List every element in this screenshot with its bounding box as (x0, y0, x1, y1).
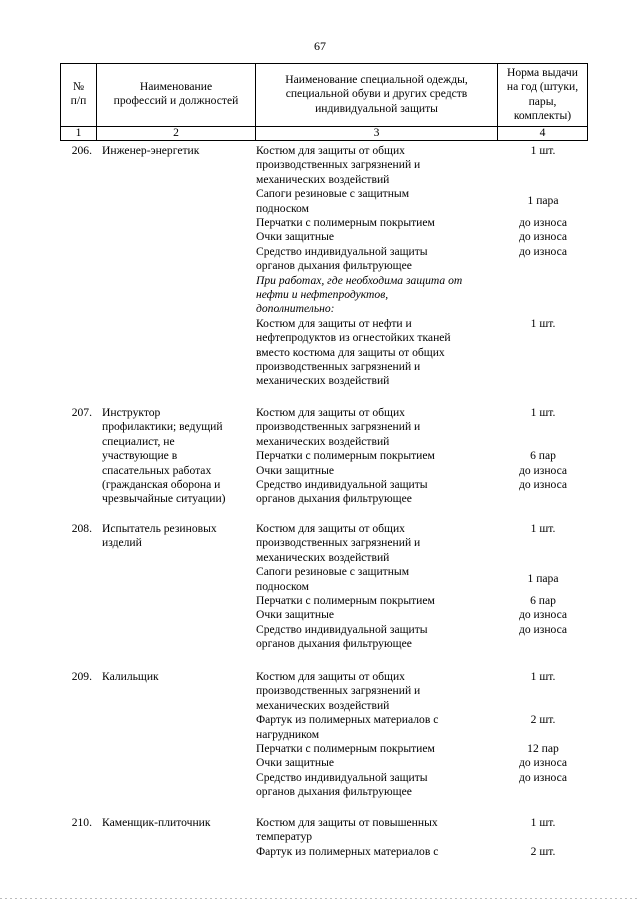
equipment-line: При работах, где необходима защита от (256, 273, 463, 287)
header-number-1: 1 (75, 126, 82, 139)
equipment-line: нефти и нефтепродуктов, (256, 288, 389, 301)
norm-value: 1 пара (527, 572, 559, 586)
profession-line: Каменщик-плиточник (102, 816, 211, 829)
norm-value: 2 шт. (530, 844, 556, 858)
equipment-line: Фартук из полимерных материалов с (256, 844, 439, 858)
equipment-line: производственных загрязнений и (256, 536, 421, 550)
row-number: 206. (71, 144, 92, 157)
equipment-line: производственных загрязнений и (256, 360, 421, 373)
norm-value: 6 пар (530, 594, 556, 607)
equipment-line: нефтепродуктов из огнестойких тканей (256, 331, 451, 345)
equipment-line: Костюм для защиты от общих (256, 670, 405, 683)
norm-value: 1 пара (527, 194, 559, 208)
equipment-line: производственных загрязнений и (256, 420, 421, 434)
equipment-line: Костюм для защиты от общих (256, 522, 405, 535)
norm-value: 1 шт. (530, 816, 556, 829)
profession-line: чрезвычайные ситуации) (102, 492, 226, 506)
profession-line: участвующие в (102, 449, 178, 463)
norm-value: до износа (518, 770, 568, 784)
equipment-line: механических воздействий (256, 434, 390, 448)
header-col-equipment: Наименование специальной одежды, специальной обуви и других средств индивидуальной защиты (285, 73, 468, 115)
row-number: 208. (71, 522, 92, 535)
profession-line: Испытатель резиновых (102, 522, 217, 535)
page-number: 67 (314, 39, 326, 53)
table-border-right (587, 63, 588, 141)
norm-value: до износа (518, 230, 568, 244)
norm-value: до износа (518, 216, 568, 229)
equipment-line: механических воздействий (256, 550, 390, 564)
header-number-4: 4 (539, 126, 546, 139)
equipment-line: Перчатки с полимерным покрытием (256, 594, 435, 607)
header-number-3: 3 (373, 126, 380, 139)
header-col-number: № п/п (70, 80, 87, 108)
norm-value: 1 шт. (530, 406, 556, 419)
equipment-line: Средство индивидуальной защиты (256, 770, 428, 784)
equipment-line: Очки защитные (256, 608, 335, 622)
equipment-line: производственных загрязнений и (256, 158, 421, 172)
norm-value: 6 пар (530, 449, 556, 463)
equipment-line: Костюм для защиты от повышенных (256, 816, 438, 829)
norm-value: до износа (518, 756, 568, 770)
equipment-line: органов дыхания фильтрующее (256, 492, 412, 506)
equipment-line: Костюм для защиты от нефти и (256, 316, 412, 330)
equipment-line: Очки защитные (256, 756, 335, 770)
equipment-line: Очки защитные (256, 230, 335, 244)
norm-value: 12 пар (527, 742, 559, 755)
equipment-line: Фартук из полимерных материалов с (256, 713, 439, 727)
equipment-line: производственных загрязнений и (256, 684, 421, 698)
row-number: 210. (71, 816, 92, 829)
norm-value: до износа (518, 478, 568, 491)
scan-edge (0, 898, 640, 899)
equipment-line: нагрудником (256, 727, 320, 741)
equipment-line: органов дыхания фильтрующее (256, 259, 412, 273)
norm-value: до износа (518, 463, 568, 477)
equipment-line: подноском (256, 201, 309, 215)
equipment-line: Очки защитные (256, 463, 335, 477)
table-border-top (60, 63, 588, 64)
equipment-line: Средство индивидуальной защиты (256, 478, 428, 491)
equipment-line: Средство индивидуальной защиты (256, 622, 428, 636)
equipment-line: вместо костюма для защиты от общих (256, 345, 445, 359)
profession-line: (гражданская оборона и (102, 478, 221, 491)
equipment-line: Средство индивидуальной защиты (256, 244, 428, 258)
profession-line: Инструктор (102, 406, 161, 419)
row-number: 209. (71, 670, 92, 683)
norm-value: 2 шт. (530, 713, 556, 727)
equipment-line: органов дыхания фильтрующее (256, 785, 412, 799)
equipment-line: Перчатки с полимерным покрытием (256, 742, 435, 755)
norm-value: 1 шт. (530, 670, 556, 683)
norm-value: 1 шт. (530, 316, 556, 330)
equipment-line: Перчатки с полимерным покрытием (256, 216, 435, 229)
profession-line: изделий (102, 536, 142, 550)
profession-line: спасательных работах (102, 463, 212, 477)
equipment-line: механических воздействий (256, 374, 390, 388)
row-number: 207. (71, 406, 92, 419)
header-col-profession: Наименование профессий и должностей (113, 80, 239, 108)
profession-line: специалист, не (102, 434, 175, 448)
norm-value: 1 шт. (530, 522, 556, 535)
equipment-line: Костюм для защиты от общих (256, 144, 405, 157)
equipment-line: Костюм для защиты от общих (256, 406, 405, 419)
norm-value: 1 шт. (530, 144, 556, 157)
equipment-line: температур (256, 830, 313, 844)
norm-value: до износа (518, 608, 568, 622)
profession-line: Инженер-энергетик (102, 144, 200, 157)
equipment-line: подноском (256, 579, 309, 593)
profession-line: Калильщик (102, 670, 159, 683)
norm-value: до износа (518, 244, 568, 258)
profession-line: профилактики; ведущий (102, 420, 223, 434)
equipment-line: Сапоги резиновые с защитным (256, 187, 410, 201)
equipment-line: Перчатки с полимерным покрытием (256, 449, 435, 463)
header-col-norm: Норма выдачи на год (штуки, пары, комплекты) (506, 66, 579, 123)
equipment-line: органов дыхания фильтрующее (256, 637, 412, 651)
equipment-line: механических воздействий (256, 172, 390, 186)
header-number-2: 2 (173, 126, 179, 139)
norm-value: до износа (518, 622, 568, 636)
equipment-line: дополнительно: (256, 302, 335, 316)
equipment-line: Сапоги резиновые с защитным (256, 565, 410, 579)
equipment-line: механических воздействий (256, 698, 390, 712)
